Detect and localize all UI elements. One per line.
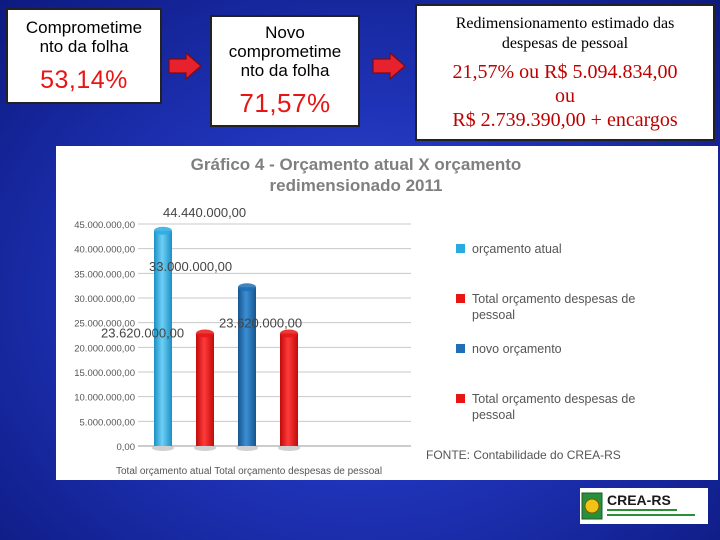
y-tick-label: 45.000.000,00: [74, 220, 135, 231]
data-label-2: 23.620.000,00: [101, 325, 185, 341]
resizing-amount-value: R$ 2.739.390,00 + encargos: [452, 108, 678, 131]
plot-area: [74, 205, 411, 453]
new-commitment-box: [210, 15, 360, 127]
current-commitment-value: 53,14%: [40, 65, 128, 94]
data-label-4: 23.620.000,00: [219, 315, 303, 331]
new-commitment-label-line3: nto da folha: [240, 61, 330, 80]
legend-label: Total orçamento despesas de pessoal: [472, 392, 636, 422]
y-tick-label: 30.000.000,00: [74, 294, 135, 305]
legend-swatch: [456, 394, 465, 403]
legend-swatch: [456, 244, 465, 253]
current-commitment-box: [6, 8, 162, 104]
bar-cap-3: [238, 283, 256, 291]
current-commitment-label-line2: nto da folha: [39, 36, 129, 56]
bar-2: [196, 333, 214, 446]
chart-title-line1: Gráfico 4 - Orçamento atual X orçamento: [190, 155, 522, 174]
y-tick-label: 40.000.000,00: [74, 244, 135, 256]
y-tick-label: 15.000.000,00: [74, 368, 135, 379]
legend-swatch: [456, 294, 465, 303]
bar-cap-4: [280, 329, 298, 337]
bar-3: [238, 287, 256, 446]
budget-chart: [56, 146, 718, 480]
legend-label: novo orçamento: [472, 342, 562, 356]
resizing-heading-line2: despesas de pessoal: [501, 34, 629, 52]
bar-cap-2: [196, 329, 214, 337]
y-tick-label: 5.000.000,00: [79, 417, 135, 429]
data-label-1: 44.440.000,00: [163, 204, 247, 220]
new-commitment-label-line2: comprometime: [228, 42, 342, 61]
chart-legend: [456, 242, 635, 422]
resizing-percent-value: 21,57% ou R$ 5.094.834,00: [452, 60, 678, 83]
legend-label: Total orçamento despesas de pessoal: [472, 292, 636, 322]
right-arrow-icon-2: [372, 52, 406, 80]
svg-text:CREA-RS: CREA-RS: [607, 492, 671, 508]
y-tick-label: 35.000.000,00: [74, 269, 135, 281]
data-label-3: 33.000.000,00: [149, 259, 233, 275]
y-tick-label: 0,00: [116, 442, 135, 453]
legend-swatch: [456, 344, 465, 353]
bar-4: [280, 333, 298, 446]
bar-cap-1: [154, 227, 172, 235]
legend-label: orçamento atual: [472, 242, 562, 256]
resizing-or-text: ou: [555, 84, 575, 107]
chart-title-line2: redimensionado 2011: [269, 176, 443, 195]
chart-source: FONTE: Contabilidade do CREA-RS: [426, 448, 621, 462]
x-axis-text: Total orçamento atual Total orçamento despesas de pessoal: [116, 466, 383, 477]
resizing-estimate-box: [415, 4, 715, 141]
resizing-heading-line1: Redimensionamento estimado das: [455, 14, 675, 32]
y-tick-label: 10.000.000,00: [74, 392, 135, 404]
right-arrow-icon: [168, 52, 202, 80]
y-tick-label: 25.000.000,00: [74, 318, 135, 330]
new-commitment-value: 71,57%: [239, 88, 331, 118]
new-commitment-label-line1: Novo: [265, 23, 305, 42]
y-tick-label: 20.000.000,00: [74, 343, 135, 355]
current-commitment-label-line1: Comprometime: [25, 17, 143, 37]
crea-rs-logo: [580, 488, 708, 524]
